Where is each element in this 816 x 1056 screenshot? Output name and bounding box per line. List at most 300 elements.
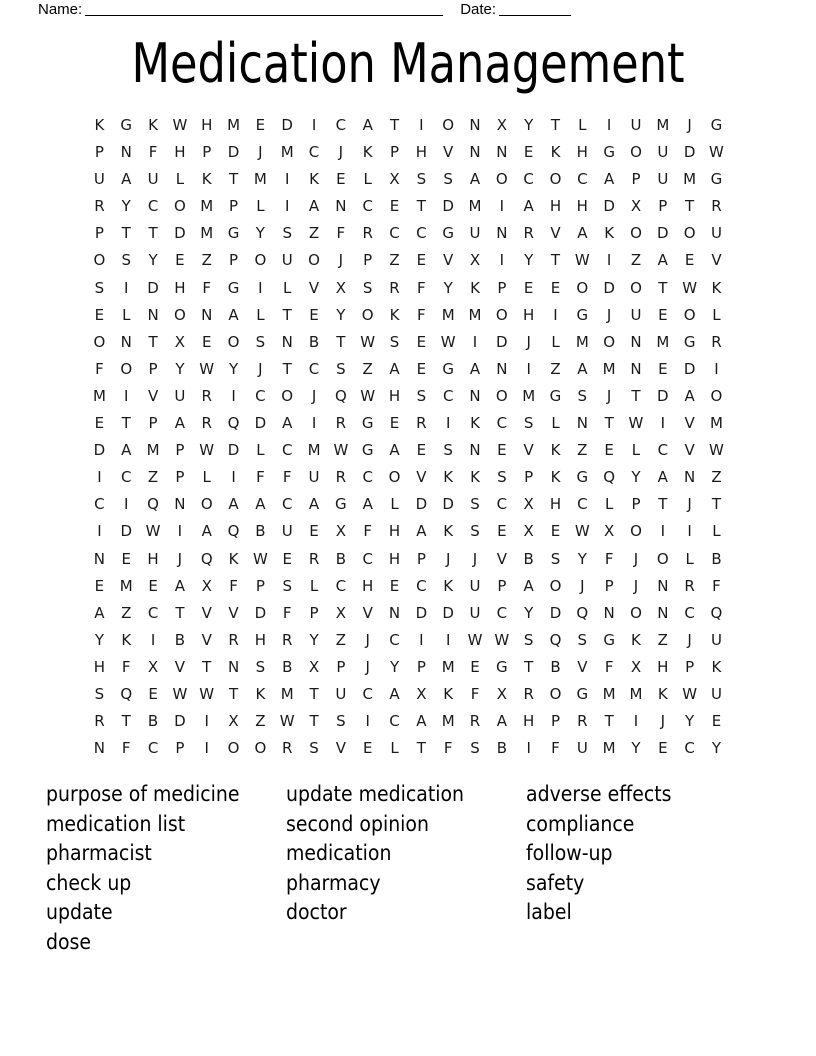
grid-cell[interactable]: T <box>416 197 426 216</box>
grid-cell[interactable]: W <box>709 441 724 460</box>
grid-cell[interactable]: D <box>174 224 186 243</box>
grid-cell[interactable]: A <box>657 251 668 270</box>
grid-cell[interactable]: J <box>311 386 317 405</box>
grid-cell[interactable]: G <box>603 143 615 162</box>
grid-cell[interactable]: A <box>228 305 239 324</box>
grid-cell[interactable]: W <box>199 441 215 460</box>
grid-cell[interactable]: U <box>657 170 669 189</box>
grid-cell[interactable]: P <box>94 224 104 243</box>
grid-cell[interactable]: S <box>497 468 507 487</box>
grid-cell[interactable]: W <box>574 251 590 270</box>
grid-cell[interactable]: S <box>94 684 105 703</box>
grid-cell[interactable]: I <box>311 414 317 433</box>
grid-cell[interactable]: D <box>147 278 159 297</box>
grid-cell[interactable]: M <box>441 305 455 324</box>
grid-cell[interactable]: Y <box>711 739 722 758</box>
grid-cell[interactable]: D <box>442 603 454 622</box>
grid-cell[interactable]: R <box>469 712 481 731</box>
grid-cell[interactable]: N <box>657 576 669 595</box>
grid-cell[interactable]: S <box>309 739 319 758</box>
grid-cell[interactable]: U <box>469 224 481 243</box>
grid-cell[interactable]: F <box>417 305 426 324</box>
grid-cell[interactable]: Z <box>657 630 668 649</box>
grid-cell[interactable]: J <box>660 712 666 731</box>
grid-cell[interactable]: D <box>120 522 133 541</box>
grid-cell[interactable]: F <box>551 739 560 758</box>
grid-cell[interactable]: E <box>148 684 158 703</box>
grid-cell[interactable]: Q <box>603 468 616 487</box>
grid-cell[interactable]: L <box>309 576 319 595</box>
grid-cell[interactable]: H <box>549 495 562 514</box>
grid-cell[interactable]: O <box>254 739 267 758</box>
grid-cell[interactable]: P <box>175 441 185 460</box>
grid-cell[interactable]: K <box>631 630 641 649</box>
grid-cell[interactable]: I <box>526 359 531 378</box>
grid-cell[interactable]: X <box>416 684 427 703</box>
grid-cell[interactable]: H <box>388 386 401 405</box>
grid-cell[interactable]: M <box>441 657 455 676</box>
grid-cell[interactable]: C <box>496 414 508 433</box>
grid-cell[interactable]: A <box>362 116 373 134</box>
grid-cell[interactable]: I <box>660 522 666 541</box>
grid-cell[interactable]: V <box>147 386 159 405</box>
grid-cell[interactable]: K <box>470 278 480 297</box>
grid-cell[interactable]: A <box>201 522 212 541</box>
grid-cell[interactable]: A <box>362 495 373 514</box>
grid-cell[interactable]: T <box>121 414 131 433</box>
grid-cell[interactable]: K <box>711 278 722 297</box>
grid-cell[interactable]: O <box>549 170 562 189</box>
grid-cell[interactable]: D <box>683 143 696 162</box>
grid-cell[interactable]: O <box>200 495 213 514</box>
grid-cell[interactable]: J <box>177 549 183 568</box>
grid-cell[interactable]: C <box>577 495 588 514</box>
grid-cell[interactable]: S <box>470 522 480 541</box>
grid-cell[interactable]: U <box>630 305 642 324</box>
grid-cell[interactable]: C <box>281 441 293 460</box>
grid-cell[interactable]: T <box>604 414 614 433</box>
word-list-item[interactable]: update <box>46 900 113 925</box>
grid-cell[interactable]: W <box>494 630 510 649</box>
grid-cell[interactable]: X <box>308 657 320 676</box>
grid-cell[interactable]: R <box>308 549 320 568</box>
grid-cell[interactable]: Z <box>121 603 132 622</box>
grid-cell[interactable]: I <box>445 630 451 649</box>
grid-cell[interactable]: O <box>710 386 723 405</box>
grid-cell[interactable]: E <box>121 549 131 568</box>
grid-cell[interactable]: A <box>684 386 695 405</box>
grid-cell[interactable]: X <box>523 495 534 514</box>
grid-cell[interactable]: J <box>365 657 370 676</box>
grid-cell[interactable]: A <box>282 414 293 433</box>
grid-cell[interactable]: Y <box>148 251 158 270</box>
grid-cell[interactable]: O <box>93 251 106 270</box>
grid-cell[interactable]: M <box>280 684 294 703</box>
grid-cell[interactable]: G <box>576 468 589 487</box>
grid-cell[interactable]: G <box>603 630 615 649</box>
grid-cell[interactable]: S <box>362 278 373 297</box>
grid-cell[interactable]: Z <box>389 251 400 270</box>
grid-cell[interactable]: B <box>174 630 186 649</box>
grid-cell[interactable]: F <box>336 224 346 243</box>
grid-cell[interactable]: E <box>497 522 507 541</box>
grid-cell[interactable]: C <box>684 739 695 758</box>
grid-cell[interactable]: P <box>524 468 534 487</box>
grid-cell[interactable]: F <box>95 359 104 378</box>
grid-cell[interactable]: O <box>549 684 562 703</box>
grid-cell[interactable]: L <box>685 549 694 568</box>
grid-cell[interactable]: Z <box>630 251 642 270</box>
grid-cell[interactable]: S <box>416 386 427 405</box>
grid-cell[interactable]: J <box>633 576 639 595</box>
grid-cell[interactable]: Z <box>362 359 373 378</box>
grid-cell[interactable]: J <box>258 359 263 378</box>
grid-cell[interactable]: B <box>550 657 561 676</box>
grid-cell[interactable]: Y <box>685 712 695 731</box>
word-list-item[interactable]: second opinion <box>286 811 429 836</box>
grid-cell[interactable]: D <box>603 197 615 216</box>
grid-cell[interactable]: H <box>174 143 186 162</box>
grid-cell[interactable]: M <box>656 332 670 351</box>
grid-cell[interactable]: O <box>630 522 642 541</box>
grid-cell[interactable]: M <box>683 170 697 189</box>
grid-cell[interactable]: R <box>281 739 293 758</box>
grid-cell[interactable]: Q <box>334 386 347 405</box>
grid-cell[interactable]: O <box>683 224 696 243</box>
grid-cell[interactable]: Z <box>550 359 561 378</box>
grid-cell[interactable]: P <box>416 549 426 568</box>
grid-cell[interactable]: E <box>497 441 507 460</box>
grid-cell[interactable]: Q <box>710 603 723 622</box>
grid-cell[interactable]: V <box>201 603 212 622</box>
grid-cell[interactable]: A <box>416 522 427 541</box>
grid-cell[interactable]: V <box>496 549 507 568</box>
grid-cell[interactable]: P <box>202 143 212 162</box>
grid-cell[interactable]: G <box>442 224 454 243</box>
word-list-item[interactable]: dose <box>46 929 92 954</box>
grid-cell[interactable]: W <box>360 386 376 405</box>
grid-cell[interactable]: O <box>254 251 267 270</box>
grid-cell[interactable]: N <box>630 332 642 351</box>
grid-cell[interactable]: J <box>606 386 612 405</box>
grid-cell[interactable]: S <box>255 657 266 676</box>
grid-cell[interactable]: M <box>280 143 294 162</box>
grid-cell[interactable]: U <box>281 251 293 270</box>
grid-cell[interactable]: P <box>363 251 373 270</box>
grid-cell[interactable]: C <box>389 224 400 243</box>
grid-cell[interactable]: K <box>389 305 400 324</box>
grid-cell[interactable]: W <box>440 332 456 351</box>
grid-cell[interactable]: G <box>683 332 696 351</box>
grid-cell[interactable]: U <box>147 170 159 189</box>
grid-cell[interactable]: I <box>606 116 612 134</box>
grid-cell[interactable]: G <box>361 414 374 433</box>
grid-cell[interactable]: X <box>496 116 507 134</box>
grid-cell[interactable]: G <box>227 278 240 297</box>
grid-cell[interactable]: N <box>603 603 615 622</box>
grid-cell[interactable]: D <box>254 603 267 622</box>
grid-cell[interactable]: E <box>175 251 185 270</box>
grid-cell[interactable]: M <box>441 712 455 731</box>
grid-cell[interactable]: N <box>469 441 481 460</box>
grid-cell[interactable]: F <box>282 468 292 487</box>
grid-cell[interactable]: X <box>335 603 346 622</box>
grid-cell[interactable]: K <box>550 143 561 162</box>
grid-cell[interactable]: X <box>523 522 534 541</box>
grid-cell[interactable]: N <box>684 468 696 487</box>
grid-cell[interactable]: U <box>710 630 722 649</box>
grid-cell[interactable]: F <box>282 603 292 622</box>
grid-cell[interactable]: Y <box>524 116 534 134</box>
grid-cell[interactable]: Y <box>94 630 104 649</box>
grid-cell[interactable]: H <box>362 576 374 595</box>
grid-cell[interactable]: J <box>633 549 639 568</box>
word-list-item[interactable]: pharmacist <box>46 841 152 866</box>
grid-cell[interactable]: V <box>228 603 239 622</box>
grid-cell[interactable]: W <box>199 359 215 378</box>
grid-cell[interactable]: E <box>255 116 266 134</box>
grid-cell[interactable]: M <box>575 332 589 351</box>
grid-cell[interactable]: T <box>336 332 346 351</box>
grid-cell[interactable]: W <box>199 684 215 703</box>
grid-cell[interactable]: P <box>631 495 641 514</box>
grid-cell[interactable]: F <box>148 143 158 162</box>
name-input-line[interactable] <box>85 0 443 16</box>
grid-cell[interactable]: K <box>443 522 454 541</box>
grid-cell[interactable]: L <box>631 441 641 460</box>
grid-cell[interactable]: M <box>468 197 482 216</box>
grid-cell[interactable]: V <box>523 441 534 460</box>
grid-cell[interactable]: Q <box>576 603 589 622</box>
grid-cell[interactable]: Q <box>200 549 213 568</box>
grid-cell[interactable]: D <box>93 441 106 460</box>
grid-cell[interactable]: T <box>202 657 212 676</box>
grid-cell[interactable]: V <box>711 251 722 270</box>
grid-cell[interactable]: L <box>390 739 399 758</box>
grid-cell[interactable]: H <box>657 657 669 676</box>
grid-cell[interactable]: N <box>496 143 508 162</box>
date-input-line[interactable] <box>499 0 571 16</box>
grid-cell[interactable]: A <box>469 170 481 189</box>
grid-cell[interactable]: Z <box>335 630 346 649</box>
grid-cell[interactable]: A <box>174 576 186 595</box>
grid-cell[interactable]: Y <box>389 657 400 676</box>
grid-cell[interactable]: J <box>687 116 692 134</box>
grid-cell[interactable]: T <box>175 603 185 622</box>
grid-cell[interactable]: X <box>201 576 212 595</box>
grid-cell[interactable]: O <box>120 359 133 378</box>
grid-cell[interactable]: R <box>711 197 722 216</box>
grid-cell[interactable]: X <box>389 170 400 189</box>
grid-cell[interactable]: T <box>631 386 641 405</box>
grid-cell[interactable]: C <box>657 441 669 460</box>
word-list-item[interactable]: label <box>526 900 572 925</box>
grid-cell[interactable]: M <box>146 441 160 460</box>
grid-cell[interactable]: Q <box>227 414 240 433</box>
grid-cell[interactable]: E <box>684 251 695 270</box>
grid-cell[interactable]: J <box>687 495 692 514</box>
grid-cell[interactable]: N <box>388 603 401 622</box>
grid-cell[interactable]: E <box>711 712 722 731</box>
grid-cell[interactable]: Z <box>577 441 588 460</box>
grid-cell[interactable]: R <box>711 332 722 351</box>
grid-cell[interactable]: N <box>201 305 213 324</box>
grid-cell[interactable]: D <box>227 441 240 460</box>
grid-cell[interactable]: S <box>389 332 400 351</box>
grid-cell[interactable]: Y <box>443 278 453 297</box>
grid-cell[interactable]: X <box>469 251 481 270</box>
grid-cell[interactable]: K <box>443 468 454 487</box>
grid-cell[interactable]: M <box>468 305 482 324</box>
grid-cell[interactable]: A <box>657 468 668 487</box>
grid-cell[interactable]: N <box>174 495 186 514</box>
grid-cell[interactable]: D <box>415 603 428 622</box>
grid-cell[interactable]: W <box>467 630 483 649</box>
grid-cell[interactable]: T <box>148 332 158 351</box>
grid-cell[interactable]: E <box>94 305 105 324</box>
grid-cell[interactable]: C <box>496 495 508 514</box>
grid-cell[interactable]: B <box>282 657 293 676</box>
grid-cell[interactable]: E <box>282 549 292 568</box>
grid-cell[interactable]: N <box>227 657 240 676</box>
grid-cell[interactable]: O <box>630 603 642 622</box>
grid-cell[interactable]: H <box>576 197 588 216</box>
grid-cell[interactable]: F <box>256 468 265 487</box>
grid-cell[interactable]: M <box>602 359 616 378</box>
grid-cell[interactable]: A <box>523 197 534 216</box>
grid-cell[interactable]: R <box>416 414 427 433</box>
grid-cell[interactable]: S <box>282 224 292 243</box>
grid-cell[interactable]: P <box>229 197 239 216</box>
grid-cell[interactable]: W <box>172 684 188 703</box>
grid-cell[interactable]: L <box>256 441 265 460</box>
grid-cell[interactable]: N <box>281 332 293 351</box>
grid-cell[interactable]: L <box>551 414 560 433</box>
grid-cell[interactable]: O <box>93 332 106 351</box>
grid-cell[interactable]: D <box>683 359 696 378</box>
grid-cell[interactable]: K <box>550 468 561 487</box>
grid-cell[interactable]: I <box>177 522 183 541</box>
grid-cell[interactable]: L <box>175 170 185 189</box>
grid-cell[interactable]: V <box>577 657 588 676</box>
grid-cell[interactable]: S <box>577 386 588 405</box>
grid-cell[interactable]: R <box>94 712 105 731</box>
word-list-item[interactable]: safety <box>526 870 585 895</box>
grid-cell[interactable]: X <box>630 657 642 676</box>
grid-cell[interactable]: D <box>549 603 562 622</box>
grid-cell[interactable]: E <box>604 441 614 460</box>
grid-cell[interactable]: T <box>416 739 426 758</box>
grid-cell[interactable]: F <box>121 657 131 676</box>
grid-cell[interactable]: X <box>630 197 642 216</box>
grid-cell[interactable]: O <box>630 278 642 297</box>
grid-cell[interactable]: E <box>362 739 373 758</box>
grid-cell[interactable]: H <box>201 116 213 134</box>
grid-cell[interactable]: R <box>362 224 373 243</box>
grid-cell[interactable]: I <box>124 278 129 297</box>
grid-cell[interactable]: N <box>120 332 132 351</box>
grid-cell[interactable]: A <box>228 495 239 514</box>
grid-cell[interactable]: E <box>550 522 561 541</box>
grid-cell[interactable]: I <box>97 468 102 487</box>
grid-cell[interactable]: W <box>145 522 161 541</box>
grid-cell[interactable]: N <box>496 224 508 243</box>
grid-cell[interactable]: J <box>606 305 612 324</box>
grid-cell[interactable]: J <box>258 143 263 162</box>
grid-cell[interactable]: M <box>522 386 536 405</box>
grid-cell[interactable]: O <box>388 468 401 487</box>
grid-cell[interactable]: M <box>602 739 616 758</box>
grid-cell[interactable]: R <box>684 576 695 595</box>
grid-cell[interactable]: O <box>603 332 616 351</box>
grid-cell[interactable]: Y <box>121 197 131 216</box>
grid-cell[interactable]: E <box>658 305 668 324</box>
word-list-item[interactable]: check up <box>46 870 132 895</box>
grid-cell[interactable]: I <box>124 386 129 405</box>
grid-cell[interactable]: M <box>307 441 321 460</box>
grid-cell[interactable]: K <box>148 116 158 134</box>
grid-cell[interactable]: G <box>576 684 589 703</box>
grid-cell[interactable]: U <box>174 386 186 405</box>
grid-cell[interactable]: S <box>282 576 292 595</box>
grid-cell[interactable]: I <box>284 170 290 189</box>
grid-cell[interactable]: K <box>362 143 373 162</box>
grid-cell[interactable]: Q <box>120 684 133 703</box>
grid-cell[interactable]: T <box>309 684 319 703</box>
grid-cell[interactable]: K <box>711 657 722 676</box>
grid-cell[interactable]: Z <box>255 712 266 731</box>
grid-cell[interactable]: L <box>283 278 292 297</box>
grid-cell[interactable]: V <box>335 739 346 758</box>
grid-cell[interactable]: N <box>147 305 159 324</box>
grid-cell[interactable]: G <box>496 657 508 676</box>
grid-cell[interactable]: I <box>526 739 531 758</box>
grid-cell[interactable]: Y <box>524 603 534 622</box>
word-list-item[interactable]: pharmacy <box>286 870 381 895</box>
grid-cell[interactable]: I <box>365 712 370 731</box>
grid-cell[interactable]: I <box>204 712 209 731</box>
grid-cell[interactable]: P <box>658 197 668 216</box>
grid-cell[interactable]: E <box>523 143 534 162</box>
grid-cell[interactable]: E <box>658 739 668 758</box>
grid-cell[interactable]: H <box>549 197 562 216</box>
grid-cell[interactable]: I <box>124 495 129 514</box>
grid-cell[interactable]: F <box>417 278 426 297</box>
grid-cell[interactable]: V <box>684 414 695 433</box>
grid-cell[interactable]: K <box>443 684 454 703</box>
grid-cell[interactable]: H <box>576 143 588 162</box>
grid-cell[interactable]: G <box>549 386 562 405</box>
grid-cell[interactable]: C <box>362 549 373 568</box>
grid-cell[interactable]: Y <box>336 305 346 324</box>
grid-cell[interactable]: B <box>496 739 507 758</box>
grid-cell[interactable]: R <box>94 197 105 216</box>
grid-cell[interactable]: A <box>416 712 427 731</box>
grid-cell[interactable]: W <box>682 278 698 297</box>
grid-cell[interactable]: T <box>228 684 239 703</box>
grid-cell[interactable]: H <box>415 143 427 162</box>
grid-cell[interactable]: K <box>255 684 266 703</box>
grid-cell[interactable]: X <box>335 522 346 541</box>
word-list-item[interactable]: medication list <box>46 811 186 836</box>
grid-cell[interactable]: Q <box>549 630 562 649</box>
grid-cell[interactable]: O <box>173 197 186 216</box>
grid-cell[interactable]: T <box>148 224 158 243</box>
grid-cell[interactable]: N <box>657 603 669 622</box>
grid-cell[interactable]: S <box>523 414 534 433</box>
grid-cell[interactable]: W <box>709 143 724 162</box>
grid-cell[interactable]: Y <box>524 251 534 270</box>
